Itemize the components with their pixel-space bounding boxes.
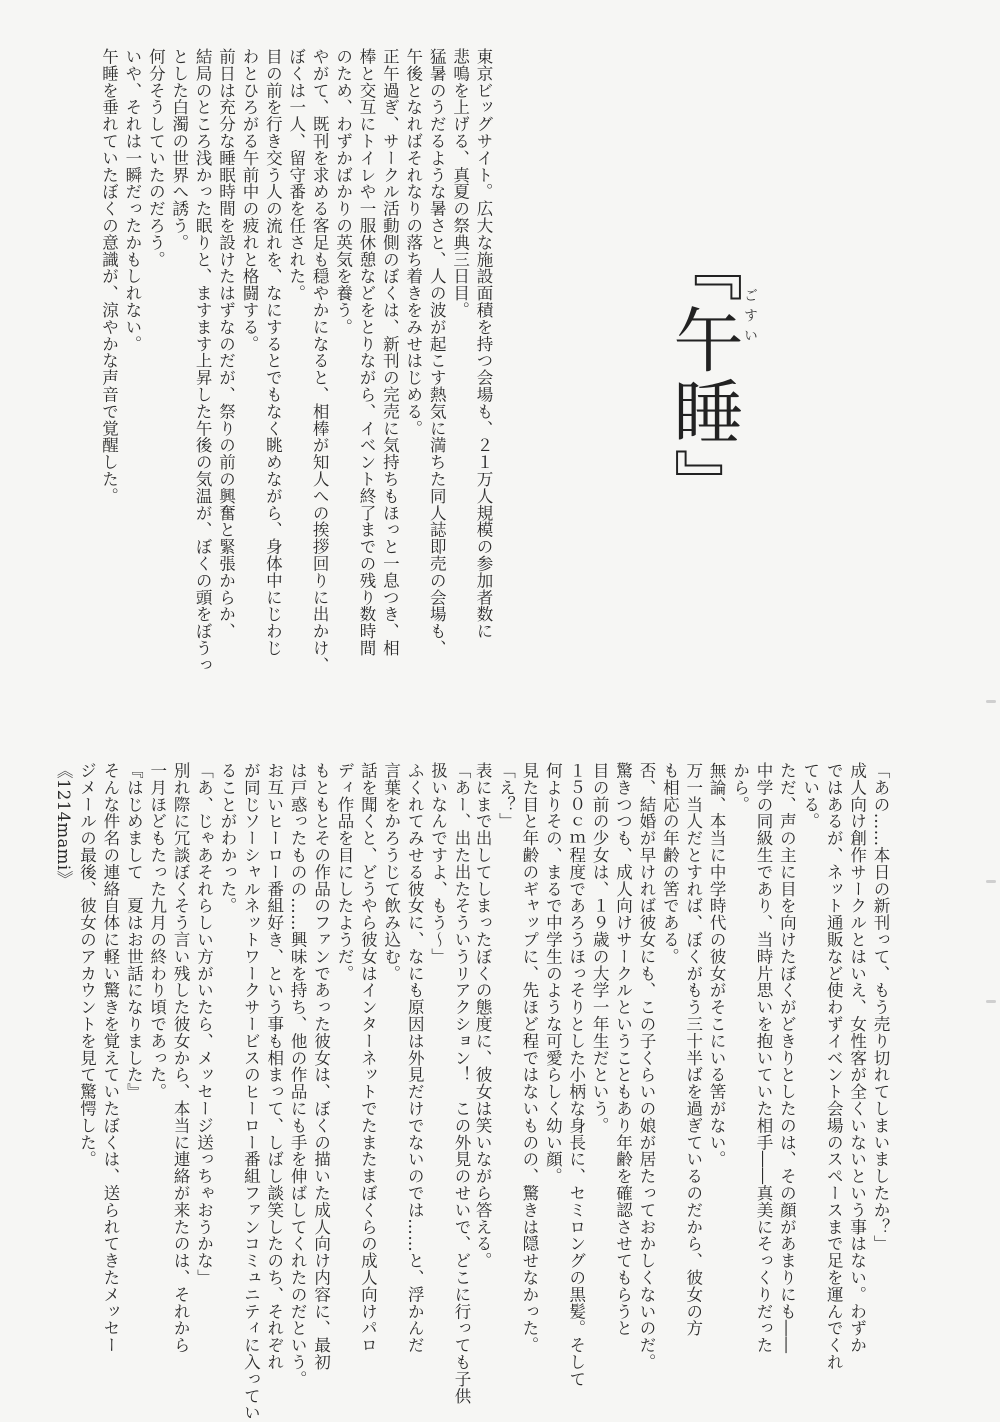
text-line: ディ作品を目にしたようだ。 xyxy=(334,762,354,982)
text-line: 「あの……本日の新刊って、もう売り切れてしまいましたか？」 xyxy=(871,762,890,1253)
text-line: ジメールの最後、彼女のアカウントを見て驚愕した。 xyxy=(77,762,97,1168)
upper-text-block xyxy=(97,48,495,674)
text-line: 正午過ぎ、サークル活動側のぼくは、新刊の完売に気持ちもほっと一息つき、相 xyxy=(380,48,400,657)
page-edge-mark xyxy=(986,700,996,703)
text-line: ふくれてみせる彼女に、なにも原因は外見だけでないのでは……と、浮かんだ xyxy=(405,762,425,1354)
text-line: ることがわかった。 xyxy=(217,762,237,915)
title-block xyxy=(662,232,744,520)
text-line: 中学の同級生であり、当時片思いを抱いていた相手――真美にそっくりだった xyxy=(753,762,773,1354)
text-line: 『はじめまして 夏はお世話になりました』 xyxy=(124,762,144,1100)
text-line: ぼくは一人、留守番を任された。 xyxy=(286,48,306,302)
text-line: は戸惑ったものの……興味を持ち、他の作品にも手を伸ばしてくれたのだという。 xyxy=(288,762,308,1388)
text-line: 否、結婚が早ければ彼女にも、この子くらいの娘が居たっておかしくないのだ。 xyxy=(636,762,656,1371)
text-line: 結局のところ浅かった眠りと、ますます上昇した午後の気温が、ぼくの頭をぼうっ xyxy=(193,48,213,674)
text-line: 「あー、出た出たそういうリアクション！ この外見のせいで、どこに行っても子供 xyxy=(452,762,471,1405)
text-line: わとひろがる午前中の疲れと格闘する。 xyxy=(239,48,259,353)
text-line: やがて、既刊を求める客足も穏やかになると、相棒が知人への挨拶回りに出かけ、 xyxy=(310,48,330,674)
text-line: も相応の年齢の筈である。 xyxy=(660,762,680,965)
text-line: 驚きつつも、成人向けサークルということもあり年齢を確認させてもらうと xyxy=(613,762,633,1337)
text-line: 目の前を行き交う人の流れを、なにするとでもなく眺めながら、身体中にじわじ xyxy=(263,48,283,657)
text-line: が同じソーシャルネットワークサービスのヒーロー番組ファンコミュニティに入ってい xyxy=(241,762,261,1422)
text-line: ている。 xyxy=(800,762,820,830)
text-line: 万一当人だとすれば、ぼくがもう三十半ばを過ぎているのだから、彼女の方 xyxy=(683,762,703,1337)
text-line: 《1214mami》 xyxy=(54,762,74,888)
text-line: そんな件名の連絡自体に軽い驚きを覚えていたぼくは、送られてきたメッセー xyxy=(100,762,120,1354)
text-line: 「え？」 xyxy=(496,762,516,830)
text-line: 話を聞くと、どうやら彼女はインターネットでたまたまぼくらの成人向けパロ xyxy=(358,762,378,1354)
text-line: 猛暑のうだるような暑さと、人の波が起こす熱気に満ちた同人誌即売の会場も、 xyxy=(427,48,447,657)
text-line: 棒と交互にトイレや一服休憩などをとりながら、イベント終了までの残り数時間 xyxy=(356,48,376,657)
text-line: 表にまで出してしまったぼくの態度に、彼女は笑いながら答える。 xyxy=(473,762,493,1269)
lower-left-text-block xyxy=(52,762,473,1422)
text-line: 前日は充分な睡眠時間を設けたはずなのだが、祭りの前の興奮と緊張からか、 xyxy=(216,48,236,640)
text-line: のため、わずかばかりの英気を養う。 xyxy=(333,48,353,336)
text-line: 目の前の少女は、１９歳の大学一年生だという。 xyxy=(590,762,610,1134)
text-line: 成人向け創作サークルとはいえ、女性客が全くいないという事はない。わずか xyxy=(847,762,867,1354)
page-edge-mark xyxy=(986,880,996,883)
text-line: 午睡を垂れていたぼくの意識が、涼やかな声音で覚醒した。 xyxy=(99,48,119,505)
text-line: ただ、声の主に目を向けたぼくがどきりとしたのは、その顔があまりにも―― xyxy=(777,762,797,1354)
page-edge-mark xyxy=(986,1000,996,1003)
text-line: 東京ビッグサイト。広大な施設面積を持つ会場も、２１万人規模の参加者数に xyxy=(474,48,493,640)
text-line: お互いヒーロー番組好き、という事も相まって、しばし談笑したのち、それぞれ xyxy=(264,762,284,1371)
text-line: いや、それは一瞬だったかもしれない。 xyxy=(122,48,142,353)
text-line: 午後となればそれなりの落ち着きをみせはじめる。 xyxy=(403,48,423,437)
text-line: から。 xyxy=(730,762,750,813)
text-line: 無論、本当に中学時代の彼女がそこにいる筈がない。 xyxy=(707,762,727,1168)
page-title: 『午睡』 xyxy=(662,232,744,520)
text-line: もともとその作品のファンであった彼女は、ぼくの描いた成人向け内容に、最初 xyxy=(311,762,331,1371)
text-line: 扱いなんですよ、もう～」 xyxy=(428,762,448,965)
text-line: ではあるが、ネット通販など使わずイベント会場のスペースまで足を運んでくれ xyxy=(824,762,844,1371)
text-line: １５０ｃｍ程度であろうほっそりとした小柄な身長に、セミロングの黒髪。そして xyxy=(566,762,586,1388)
text-line: 「あ、じゃあそれらしい方がいたら、メッセージ送っちゃおうかな」 xyxy=(194,762,214,1286)
title-ruby: ごすい xyxy=(742,288,758,348)
text-line: 別れ際に冗談ぼくそう言い残した彼女から、本当に連絡が来たのは、それから xyxy=(171,762,191,1354)
text-line: 一月ほどもたった九月の終わり頃であった。 xyxy=(147,762,167,1100)
text-line: 何よりその、まるで中学生のような可愛らしく幼い顔。 xyxy=(543,762,563,1185)
text-line: 悲鳴を上げる、真夏の祭典三日目。 xyxy=(450,48,470,319)
text-line: 見た目と年齢のギャップに、先ほど程ではないものの、驚きは隠せなかった。 xyxy=(519,762,539,1354)
text-line: 言葉をかろうじて飲み込む。 xyxy=(381,762,401,982)
text-line: とした白濁の世界へ誘う。 xyxy=(169,48,189,251)
text-line: 何分そうしていたのだろう。 xyxy=(146,48,166,268)
lower-right-text-block xyxy=(471,762,892,1402)
